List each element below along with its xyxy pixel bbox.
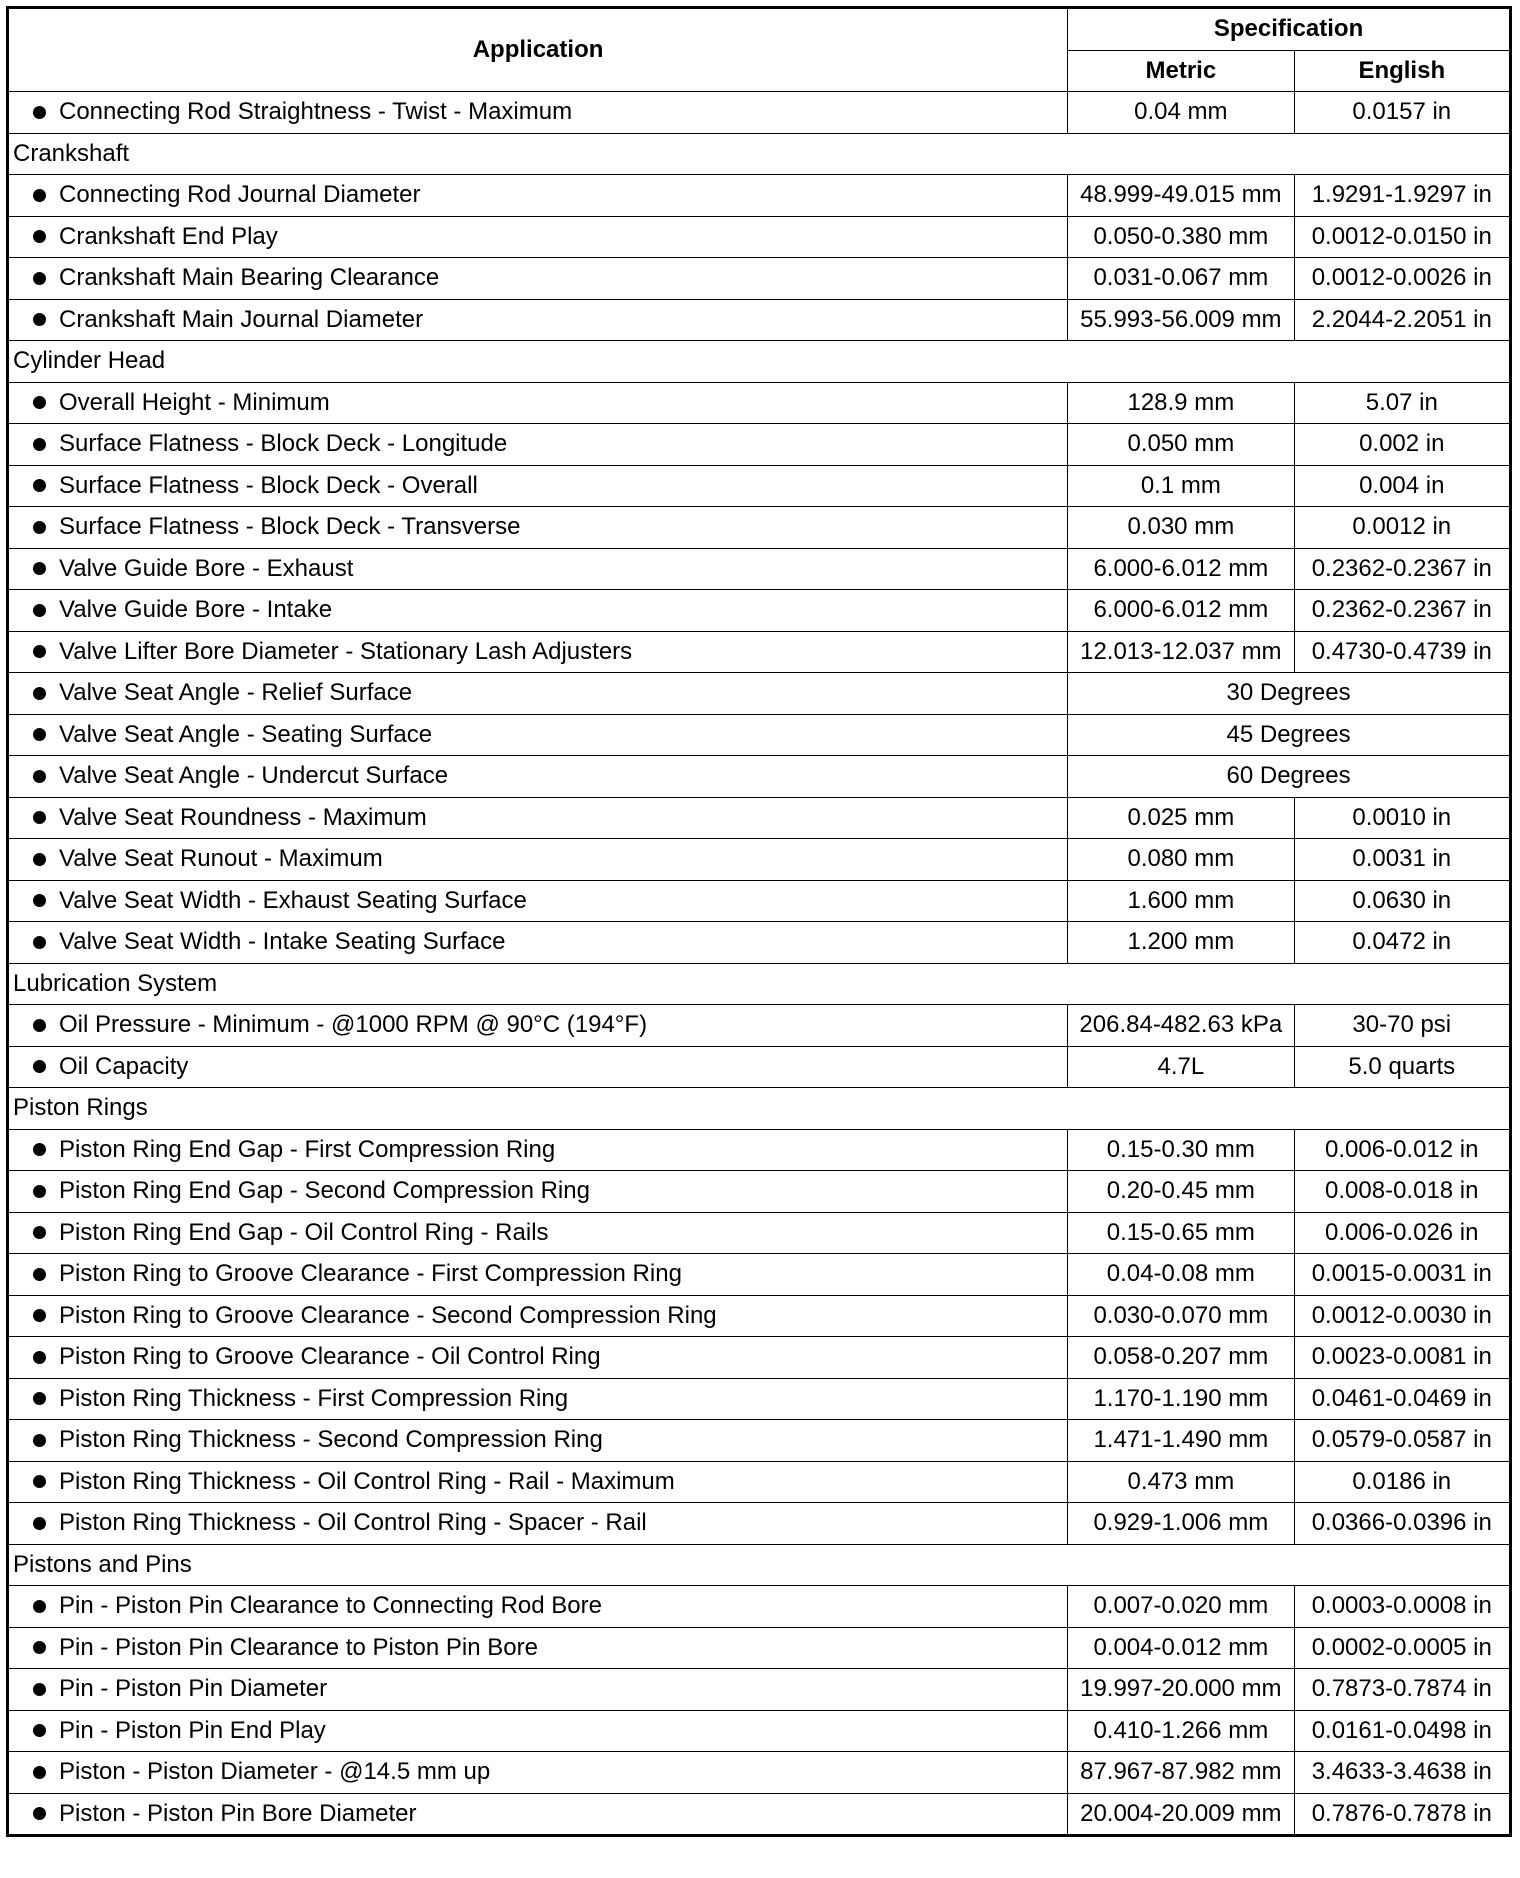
table-row xyxy=(8,1710,1511,1752)
english-cell: 0.4730-0.4739 in xyxy=(1294,631,1510,673)
bullet-icon xyxy=(33,396,46,409)
application-text: Valve Guide Bore - Exhaust xyxy=(59,554,354,582)
application-text: Valve Seat Angle - Undercut Surface xyxy=(59,762,449,790)
english-cell: 0.006-0.026 in xyxy=(1294,1212,1510,1254)
table-row xyxy=(8,1503,1511,1545)
table-row xyxy=(8,714,1511,756)
application-cell xyxy=(8,1378,1068,1420)
english-cell: 5.07 in xyxy=(1294,382,1510,424)
application-cell xyxy=(8,590,1068,632)
metric-cell: 0.030 mm xyxy=(1068,507,1294,549)
metric-cell: 12.013-12.037 mm xyxy=(1068,631,1294,673)
application-text: Oil Pressure - Minimum - @1000 RPM @ 90°C (194°F) xyxy=(59,1011,648,1039)
application-cell xyxy=(8,548,1068,590)
table-row xyxy=(8,1752,1511,1794)
english-cell: 0.0157 in xyxy=(1294,92,1510,134)
application-text: Surface Flatness - Block Deck - Overall xyxy=(59,471,478,499)
english-cell: 0.0012-0.0150 in xyxy=(1294,216,1510,258)
metric-cell: 0.050 mm xyxy=(1068,424,1294,466)
section-label: Pistons and Pins xyxy=(8,1544,1511,1586)
table-row xyxy=(8,797,1511,839)
application-cell xyxy=(8,1212,1068,1254)
bullet-icon xyxy=(33,230,46,243)
application-cell xyxy=(8,1793,1068,1836)
application-cell xyxy=(8,465,1068,507)
metric-cell: 87.967-87.982 mm xyxy=(1068,1752,1294,1794)
section-label: Cylinder Head xyxy=(8,341,1511,383)
application-text: Piston Ring End Gap - Second Compression Ring xyxy=(59,1177,590,1205)
bullet-icon xyxy=(33,811,46,824)
table-row xyxy=(8,92,1511,134)
metric-cell: 0.050-0.380 mm xyxy=(1068,216,1294,258)
english-cell: 0.0002-0.0005 in xyxy=(1294,1627,1510,1669)
english-cell: 0.0015-0.0031 in xyxy=(1294,1254,1510,1296)
metric-cell: 1.471-1.490 mm xyxy=(1068,1420,1294,1462)
bullet-icon xyxy=(33,1392,46,1405)
application-cell xyxy=(8,1171,1068,1213)
application-text: Valve Seat Angle - Relief Surface xyxy=(59,679,413,707)
table-row xyxy=(8,382,1511,424)
english-cell: 0.0012-0.0026 in xyxy=(1294,258,1510,300)
metric-cell: 206.84-482.63 kPa xyxy=(1068,1005,1294,1047)
english-cell: 0.0461-0.0469 in xyxy=(1294,1378,1510,1420)
bullet-icon xyxy=(33,1766,46,1779)
application-text: Pin - Piston Pin Diameter xyxy=(59,1675,328,1703)
header-specification: Specification xyxy=(1068,8,1511,51)
bullet-icon xyxy=(33,1434,46,1447)
english-cell: 0.0010 in xyxy=(1294,797,1510,839)
bullet-icon xyxy=(33,1143,46,1156)
english-cell: 0.0012-0.0030 in xyxy=(1294,1295,1510,1337)
table-row xyxy=(8,1337,1511,1379)
application-text: Valve Seat Width - Intake Seating Surface xyxy=(59,928,506,956)
specification-table xyxy=(6,6,1512,1837)
metric-cell: 0.15-0.65 mm xyxy=(1068,1212,1294,1254)
table-row xyxy=(8,922,1511,964)
combined-value-cell: 45 Degrees xyxy=(1068,714,1511,756)
application-text: Crankshaft Main Journal Diameter xyxy=(59,305,424,333)
bullet-icon xyxy=(33,1060,46,1073)
application-text: Piston Ring Thickness - Second Compression Ring xyxy=(59,1426,603,1454)
table-row xyxy=(8,1254,1511,1296)
table-row xyxy=(8,1461,1511,1503)
bullet-icon xyxy=(33,1641,46,1654)
metric-cell: 1.170-1.190 mm xyxy=(1068,1378,1294,1420)
table-row xyxy=(8,1669,1511,1711)
english-cell: 0.0023-0.0081 in xyxy=(1294,1337,1510,1379)
bullet-icon xyxy=(33,1019,46,1032)
application-text: Valve Guide Bore - Intake xyxy=(59,596,333,624)
section-label: Piston Rings xyxy=(8,1088,1511,1130)
application-cell xyxy=(8,1129,1068,1171)
english-cell: 0.004 in xyxy=(1294,465,1510,507)
bullet-icon xyxy=(33,106,46,119)
metric-cell: 55.993-56.009 mm xyxy=(1068,299,1294,341)
metric-cell: 0.030-0.070 mm xyxy=(1068,1295,1294,1337)
bullet-icon xyxy=(33,1517,46,1530)
application-cell xyxy=(8,1461,1068,1503)
section-label: Crankshaft xyxy=(8,133,1511,175)
english-cell: 0.2362-0.2367 in xyxy=(1294,548,1510,590)
bullet-icon xyxy=(33,1268,46,1281)
table-row xyxy=(8,258,1511,300)
application-cell xyxy=(8,1420,1068,1462)
table-row xyxy=(8,1378,1511,1420)
table-row xyxy=(8,1005,1511,1047)
application-text: Valve Seat Roundness - Maximum xyxy=(59,803,427,831)
metric-cell: 48.999-49.015 mm xyxy=(1068,175,1294,217)
english-cell: 0.0472 in xyxy=(1294,922,1510,964)
english-cell: 30-70 psi xyxy=(1294,1005,1510,1047)
table-row xyxy=(8,1046,1511,1088)
bullet-icon xyxy=(33,1600,46,1613)
table-row xyxy=(8,1171,1511,1213)
metric-cell: 6.000-6.012 mm xyxy=(1068,590,1294,632)
table-row xyxy=(8,299,1511,341)
bullet-icon xyxy=(33,1475,46,1488)
application-text: Pin - Piston Pin Clearance to Piston Pin Bore xyxy=(59,1633,538,1661)
bullet-icon xyxy=(33,645,46,658)
section-row xyxy=(8,133,1511,175)
application-text: Valve Seat Runout - Maximum xyxy=(59,845,383,873)
header-application: Application xyxy=(8,8,1068,92)
table-row xyxy=(8,1295,1511,1337)
application-text: Valve Lifter Bore Diameter - Stationary Lash Adjusters xyxy=(59,637,633,665)
bullet-icon xyxy=(33,1351,46,1364)
application-text: Piston - Piston Pin Bore Diameter xyxy=(59,1799,417,1827)
english-cell: 0.7873-0.7874 in xyxy=(1294,1669,1510,1711)
bullet-icon xyxy=(33,604,46,617)
metric-cell: 0.058-0.207 mm xyxy=(1068,1337,1294,1379)
metric-cell: 0.15-0.30 mm xyxy=(1068,1129,1294,1171)
english-cell: 0.002 in xyxy=(1294,424,1510,466)
application-text: Pin - Piston Pin End Play xyxy=(59,1716,326,1744)
bullet-icon xyxy=(33,521,46,534)
table-row xyxy=(8,424,1511,466)
combined-value-cell: 60 Degrees xyxy=(1068,756,1511,798)
application-cell xyxy=(8,1669,1068,1711)
application-cell xyxy=(8,1627,1068,1669)
section-row xyxy=(8,1088,1511,1130)
application-text: Surface Flatness - Block Deck - Transverse xyxy=(59,513,521,541)
english-cell: 5.0 quarts xyxy=(1294,1046,1510,1088)
application-text: Piston Ring to Groove Clearance - First Compression Ring xyxy=(59,1260,682,1288)
application-cell xyxy=(8,1752,1068,1794)
table-row xyxy=(8,1129,1511,1171)
english-cell: 3.4633-3.4638 in xyxy=(1294,1752,1510,1794)
english-cell: 0.006-0.012 in xyxy=(1294,1129,1510,1171)
table-row xyxy=(8,1212,1511,1254)
section-row xyxy=(8,1544,1511,1586)
bullet-icon xyxy=(33,438,46,451)
metric-cell: 6.000-6.012 mm xyxy=(1068,548,1294,590)
application-cell xyxy=(8,756,1068,798)
table-row xyxy=(8,590,1511,632)
table-row xyxy=(8,673,1511,715)
bullet-icon xyxy=(33,272,46,285)
bullet-icon xyxy=(33,728,46,741)
english-cell: 0.008-0.018 in xyxy=(1294,1171,1510,1213)
metric-cell: 0.1 mm xyxy=(1068,465,1294,507)
english-cell: 0.0186 in xyxy=(1294,1461,1510,1503)
table-row xyxy=(8,507,1511,549)
application-cell xyxy=(8,1586,1068,1628)
application-text: Piston Ring to Groove Clearance - Second Compression Ring xyxy=(59,1301,717,1329)
metric-cell: 4.7L xyxy=(1068,1046,1294,1088)
application-cell xyxy=(8,1710,1068,1752)
application-cell xyxy=(8,382,1068,424)
metric-cell: 0.031-0.067 mm xyxy=(1068,258,1294,300)
application-cell xyxy=(8,299,1068,341)
table-row xyxy=(8,548,1511,590)
english-cell: 0.0012 in xyxy=(1294,507,1510,549)
application-text: Piston Ring Thickness - Oil Control Ring - Spacer - Rail xyxy=(59,1509,647,1537)
application-text: Valve Seat Width - Exhaust Seating Surface xyxy=(59,886,527,914)
application-cell xyxy=(8,922,1068,964)
english-cell: 0.0579-0.0587 in xyxy=(1294,1420,1510,1462)
application-text: Piston Ring Thickness - Oil Control Ring - Rail - Maximum xyxy=(59,1467,675,1495)
metric-cell: 1.200 mm xyxy=(1068,922,1294,964)
application-cell xyxy=(8,1046,1068,1088)
application-cell xyxy=(8,1254,1068,1296)
table-row xyxy=(8,1627,1511,1669)
application-text: Overall Height - Minimum xyxy=(59,388,330,416)
table-row xyxy=(8,1793,1511,1836)
application-cell xyxy=(8,714,1068,756)
bullet-icon xyxy=(33,853,46,866)
metric-cell: 0.007-0.020 mm xyxy=(1068,1586,1294,1628)
english-cell: 0.7876-0.7878 in xyxy=(1294,1793,1510,1836)
application-text: Pin - Piston Pin Clearance to Connecting Rod Bore xyxy=(59,1592,602,1620)
metric-cell: 1.600 mm xyxy=(1068,880,1294,922)
application-cell xyxy=(8,673,1068,715)
metric-cell: 0.004-0.012 mm xyxy=(1068,1627,1294,1669)
english-cell: 1.9291-1.9297 in xyxy=(1294,175,1510,217)
bullet-icon xyxy=(33,1185,46,1198)
english-cell: 0.0031 in xyxy=(1294,839,1510,881)
bullet-icon xyxy=(33,687,46,700)
application-text: Piston Ring Thickness - First Compression Ring xyxy=(59,1384,569,1412)
application-cell xyxy=(8,1337,1068,1379)
section-row xyxy=(8,963,1511,1005)
section-row xyxy=(8,341,1511,383)
table-row xyxy=(8,756,1511,798)
english-cell: 0.0630 in xyxy=(1294,880,1510,922)
application-text: Crankshaft End Play xyxy=(59,222,278,250)
bullet-icon xyxy=(33,936,46,949)
application-text: Piston - Piston Diameter - @14.5 mm up xyxy=(59,1758,491,1786)
application-cell xyxy=(8,797,1068,839)
application-cell xyxy=(8,92,1068,134)
english-cell: 2.2044-2.2051 in xyxy=(1294,299,1510,341)
table-body xyxy=(8,92,1511,1836)
application-text: Connecting Rod Straightness - Twist - Maximum xyxy=(59,98,573,126)
bullet-icon xyxy=(33,479,46,492)
bullet-icon xyxy=(33,189,46,202)
bullet-icon xyxy=(33,313,46,326)
table-row xyxy=(8,631,1511,673)
metric-cell: 19.997-20.000 mm xyxy=(1068,1669,1294,1711)
application-cell xyxy=(8,1503,1068,1545)
application-text: Oil Capacity xyxy=(59,1052,189,1080)
application-text: Crankshaft Main Bearing Clearance xyxy=(59,264,440,292)
table-row xyxy=(8,465,1511,507)
table-row xyxy=(8,880,1511,922)
table-row xyxy=(8,839,1511,881)
section-label: Lubrication System xyxy=(8,963,1511,1005)
bullet-icon xyxy=(33,1807,46,1820)
metric-cell: 0.04 mm xyxy=(1068,92,1294,134)
application-cell xyxy=(8,1005,1068,1047)
english-cell: 0.0003-0.0008 in xyxy=(1294,1586,1510,1628)
application-text: Piston Ring End Gap - First Compression Ring xyxy=(59,1135,556,1163)
table-row xyxy=(8,1586,1511,1628)
application-cell xyxy=(8,839,1068,881)
metric-cell: 0.025 mm xyxy=(1068,797,1294,839)
application-cell xyxy=(8,216,1068,258)
metric-cell: 0.473 mm xyxy=(1068,1461,1294,1503)
metric-cell: 128.9 mm xyxy=(1068,382,1294,424)
bullet-icon xyxy=(33,1309,46,1322)
application-cell xyxy=(8,258,1068,300)
header-english: English xyxy=(1294,50,1510,92)
english-cell: 0.0366-0.0396 in xyxy=(1294,1503,1510,1545)
bullet-icon xyxy=(33,1226,46,1239)
metric-cell: 0.410-1.266 mm xyxy=(1068,1710,1294,1752)
application-text: Piston Ring to Groove Clearance - Oil Control Ring xyxy=(59,1343,601,1371)
application-text: Valve Seat Angle - Seating Surface xyxy=(59,720,433,748)
combined-value-cell: 30 Degrees xyxy=(1068,673,1511,715)
english-cell: 0.2362-0.2367 in xyxy=(1294,590,1510,632)
bullet-icon xyxy=(33,770,46,783)
english-cell: 0.0161-0.0498 in xyxy=(1294,1710,1510,1752)
application-cell xyxy=(8,175,1068,217)
metric-cell: 0.929-1.006 mm xyxy=(1068,1503,1294,1545)
bullet-icon xyxy=(33,894,46,907)
table-row xyxy=(8,1420,1511,1462)
metric-cell: 0.080 mm xyxy=(1068,839,1294,881)
application-cell xyxy=(8,631,1068,673)
application-text: Surface Flatness - Block Deck - Longitude xyxy=(59,430,508,458)
header-metric: Metric xyxy=(1068,50,1294,92)
metric-cell: 0.04-0.08 mm xyxy=(1068,1254,1294,1296)
bullet-icon xyxy=(33,1683,46,1696)
metric-cell: 0.20-0.45 mm xyxy=(1068,1171,1294,1213)
bullet-icon xyxy=(33,1724,46,1737)
application-cell xyxy=(8,880,1068,922)
application-text: Piston Ring End Gap - Oil Control Ring - Rails xyxy=(59,1218,549,1246)
bullet-icon xyxy=(33,562,46,575)
table-header xyxy=(8,8,1511,92)
application-cell xyxy=(8,507,1068,549)
application-cell xyxy=(8,424,1068,466)
application-text: Connecting Rod Journal Diameter xyxy=(59,181,421,209)
metric-cell: 20.004-20.009 mm xyxy=(1068,1793,1294,1836)
table-row xyxy=(8,216,1511,258)
table-row xyxy=(8,175,1511,217)
application-cell xyxy=(8,1295,1068,1337)
